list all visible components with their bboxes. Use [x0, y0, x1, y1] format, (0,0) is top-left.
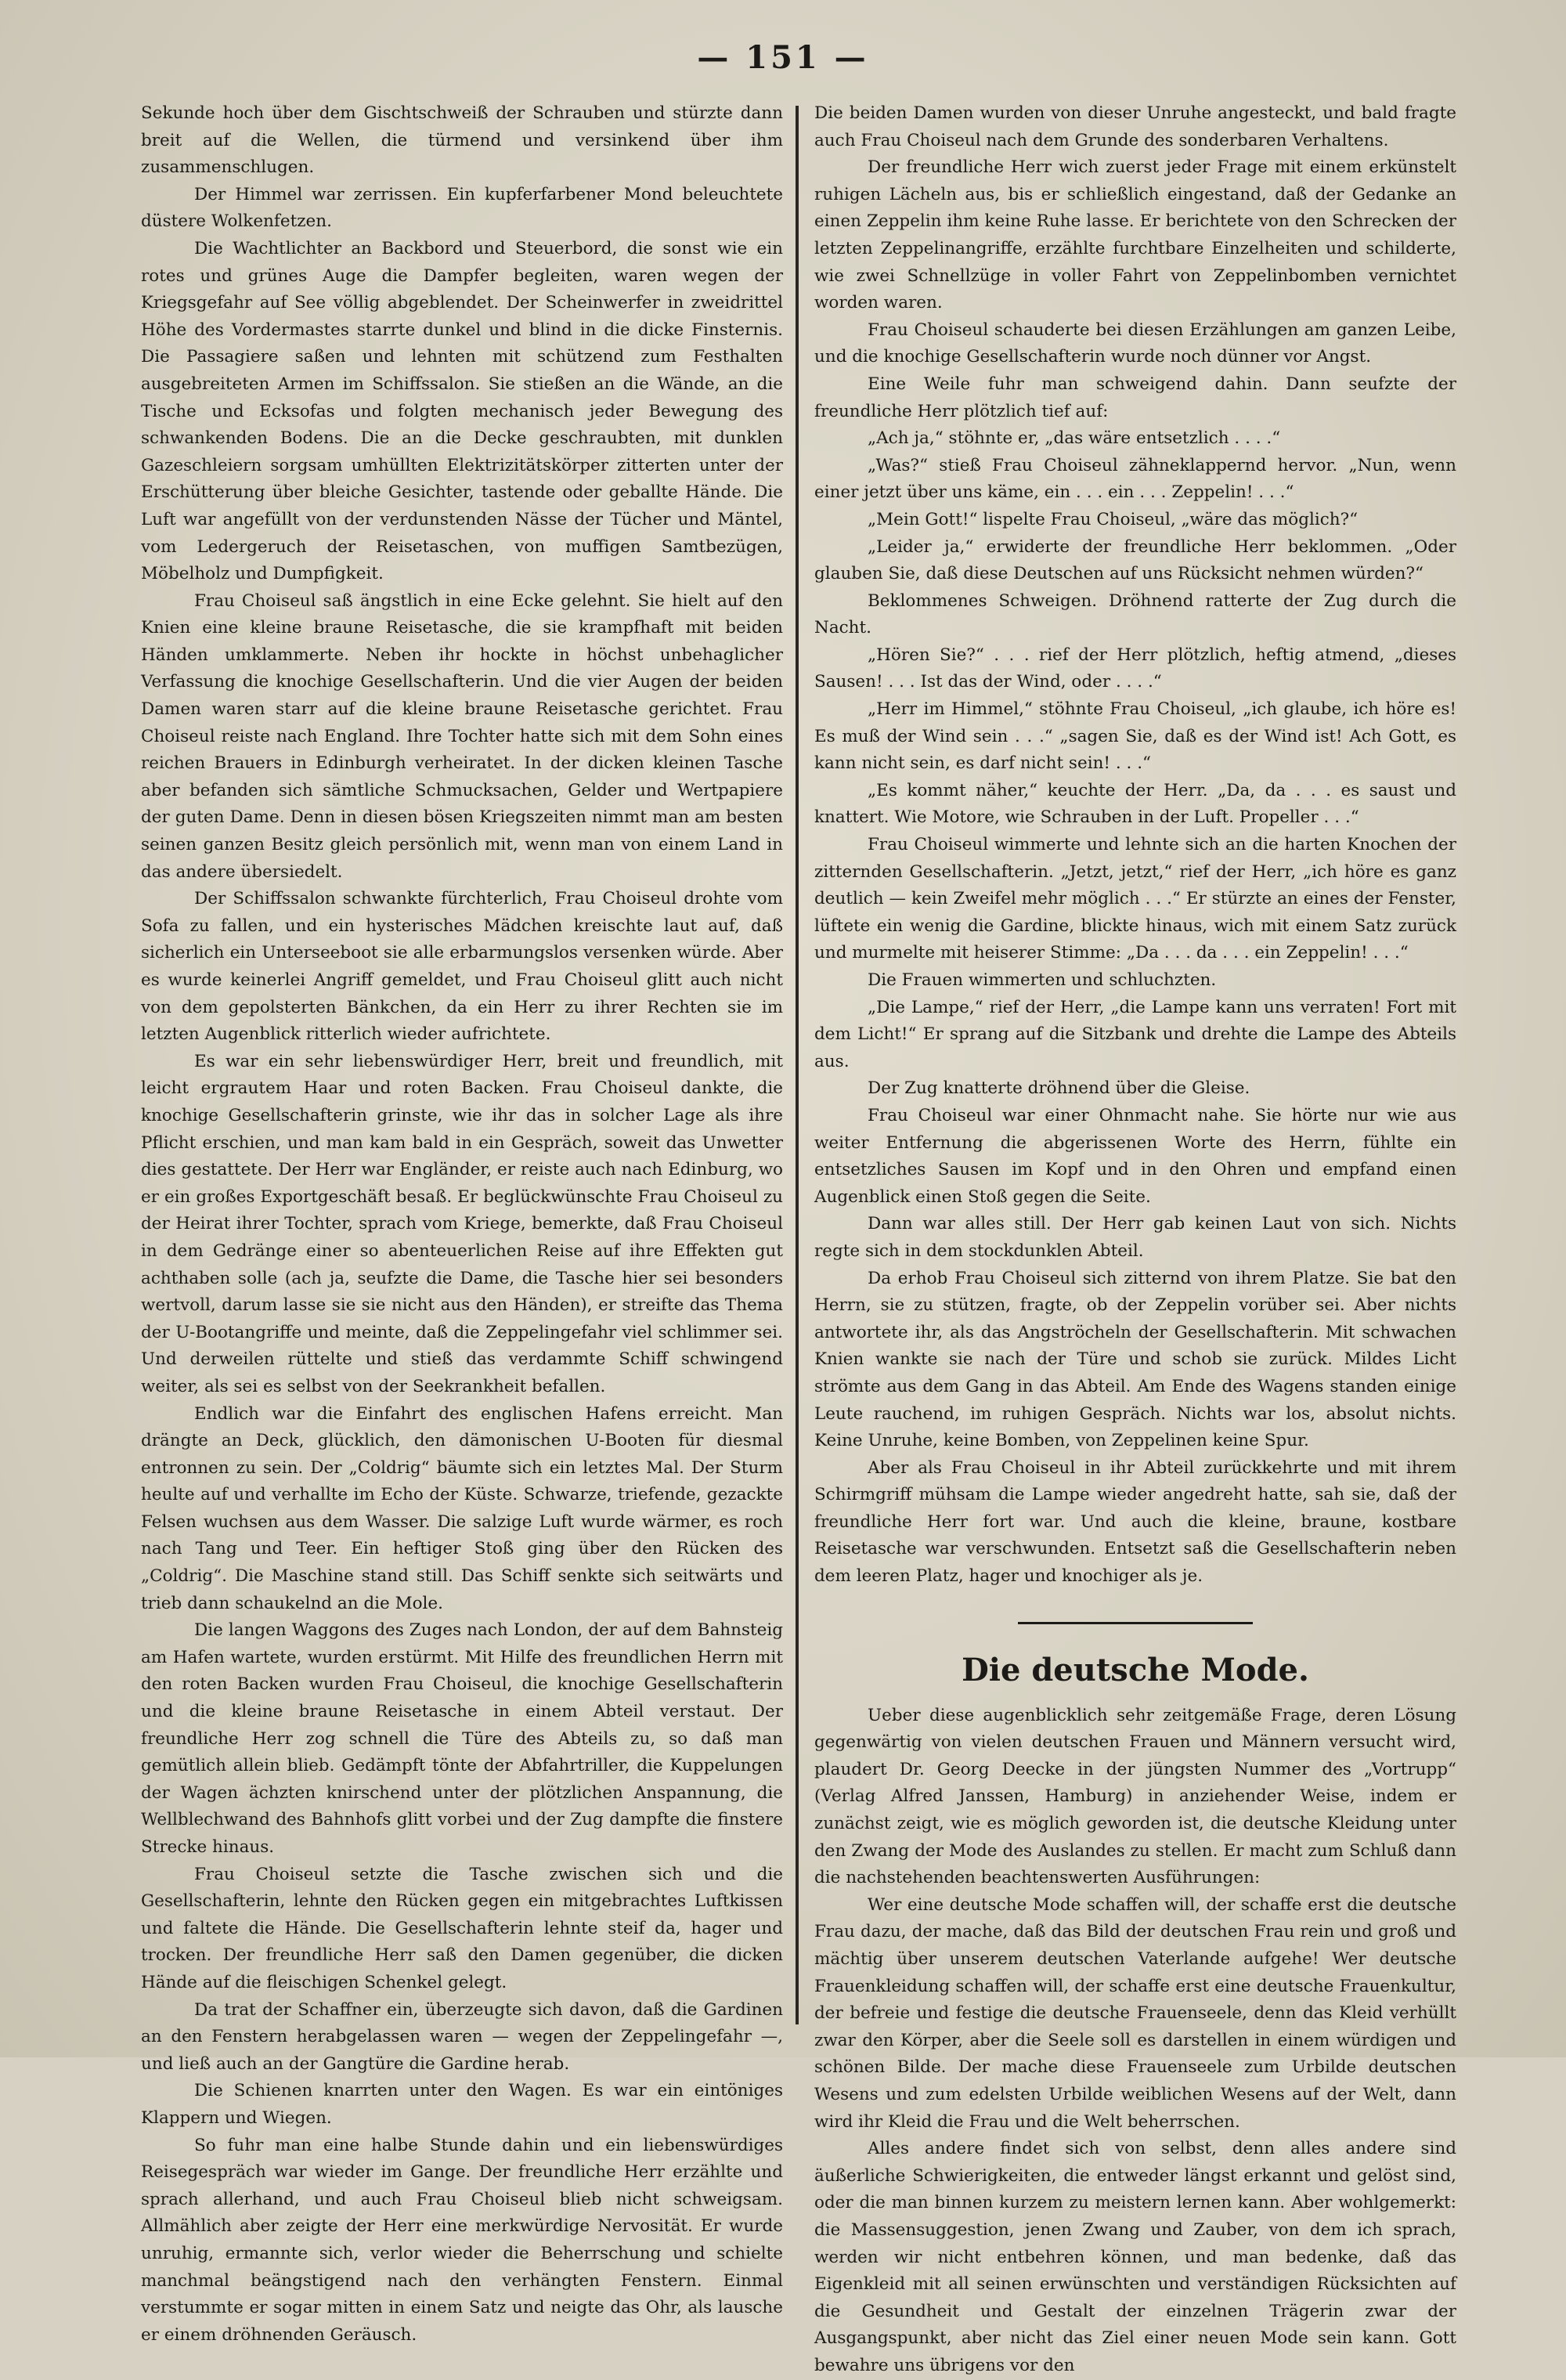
page-number: — 151 — — [697, 39, 869, 76]
paragraph: „Die Lampe,“ rief der Herr, „die Lampe kann uns verraten! Fort mit dem Licht!“ Er sprang auf die Sitzbank und drehte die Lampe des Abteils aus. — [814, 997, 1456, 1071]
paragraph: Endlich war die Einfahrt des englischen Hafens erreicht. Man drängte an Deck, glücklich, den dämonischen U-Booten für diesmal entronnen zu sein. Der „Coldrig“ bäumte sich ein letztes Mal. Der Sturm heulte auf und verhallte im Echo der Küste. Schwarze, triefende, gezackte Felsen wuchsen aus dem Wasser. Die salzige Luft wurde wärmer, es roch nach Tang und Teer. Ein heftiger Stoß ging über den Rücken des „Coldrig“. Die Maschine stand still. Das Schiff senkte sich seitwärts und trieb dann schaukelnd an die Mole. — [141, 1403, 783, 1613]
paragraph: Frau Choiseul schauderte bei diesen Erzählungen am ganzen Leibe, und die knochige Gesellschafterin wurde noch dünner vor Angst. — [814, 320, 1456, 367]
paragraph: Sekunde hoch über dem Gischtschweiß der Schrauben und stürzte dann breit auf die Wellen, die türmend und versinkend über ihm zusammenschlugen. — [141, 103, 783, 178]
paragraph: Der freundliche Herr wich zuerst jeder Frage mit einem erkünstelt ruhigen Lächeln aus, bis er schließlich eingestand, daß der Gedanke an einen Zeppelin ihm keine Ruhe lasse. Er berichtete von den Schrecken der letzten Zeppelinangriffe, erzählte furchtbare Einzelheiten und schilderte, wie zwei Schnellzüge in voller Fahrt von Zeppelinbomben vernichtet worden waren. — [814, 157, 1456, 313]
paragraph: Die Wachtlichter an Backbord und Steuerbord, die sonst wie ein rotes und grünes Auge die Dampfer begleiten, waren wegen der Kriegsgefahr auf See völlig abgeblendet. Der Scheinwerfer in zweidrittel Höhe des Vordermastes starrte dunkel und blind in die dicke Finsternis. Die Passagiere saßen und lehnten mit schützend zum Festhalten ausgebreiteten Armen im Schiffssalon. Sie stießen an die Wände, an die Tische und Ecksofas und folgten mechanisch jeder Bewegung des schwankenden Bodens. Die an die Decke geschraubten, mit dunklen Gazeschleiern sorgsam umhüllten Elektrizitätskörper zitterten unter der Erschütterung über bleiche Gesichter, tastende oder geballte Hände. Die Luft war angefüllt von der verdunstenden Nässe der Tücher und Mäntel, vom Ledergeruch der Reisetaschen, von muffigen Samtbezügen, Möbelholz und Dumpfigkeit. — [141, 238, 783, 584]
right-column — [814, 100, 1456, 2375]
paragraph: Der Himmel war zerrissen. Ein kupferfarbener Mond beleuchtete düstere Wolkenfetzen. — [141, 184, 783, 232]
paragraph: Wer eine deutsche Mode schaffen will, der schaffe erst die deutsche Frau dazu, der mache, daß das Bild der deutschen Frau rein und groß und mächtig über unserem deutschen Vaterlande aufgehe! Wer deutsche Frauenkleidung schaffen will, der schaffe erst eine deutsche Frauenkultur, der befreie und festige die deutsche Frauenseele, denn das Kleid verhüllt zwar den Körper, aber die Seele soll es darstellen in einem würdigen und schönen Bilde. Der mache diese Frauenseele zum Urbilde deutschen Wesens und zum edelsten Urbilde weiblichen Wesens auf der Welt, dann wird ihr Kleid die Frau und die Welt beherrschen. — [814, 1894, 1456, 2132]
paragraph: „Herr im Himmel,“ stöhnte Frau Choiseul, „ich glaube, ich höre es! Es muß der Wind sein . . .“ „sagen Sie, daß es der Wind ist! Ach Gott, es kann nicht sein, es darf nicht sein! . . .“ — [814, 699, 1456, 774]
paragraph: Die beiden Damen wurden von dieser Unruhe angesteckt, und bald fragte auch Frau Choiseul nach dem Grunde des sonderbaren Verhaltens. — [814, 103, 1456, 150]
paragraph: Die Frauen wimmerten und schluchzten. — [868, 970, 1217, 990]
paragraph: Frau Choiseul war einer Ohnmacht nahe. Sie hörte nur wie aus weiter Entfernung die abgerissenen Worte des Herrn, fühlte ein entsetzliches Sausen im Kopf und in den Ohren und empfand einen Augenblick einen Stoß gegen die Seite. — [814, 1105, 1456, 1207]
paragraph: Die Schienen knarrten unter den Wagen. Es war ein eintöniges Klappern und Wiegen. — [141, 2081, 783, 2128]
paragraph: Aber als Frau Choiseul in ihr Abteil zurückkehrte und mit ihrem Schirmgriff mühsam die Lampe wieder angedreht hatte, sah sie, daß der freundliche Herr fort war. Und auch die kleine, braune, kostbare Reisetasche war verschwunden. Entsetzt saß die Gesellschafterin neben dem leeren Platz, hager und knochiger als je. — [814, 1457, 1456, 1587]
paragraph: „Hören Sie?“ . . . rief der Herr plötzlich, heftig atmend, „dieses Sausen! . . . Ist das der Wind, oder . . . .“ — [814, 645, 1456, 692]
paragraph: Frau Choiseul setzte die Tasche zwischen sich und die Gesellschafterin, lehnte den Rücken gegen ein mitgebrachtes Luftkissen und faltete die Hände. Die Gesellschafterin lehnte steif da, hager und trocken. Der freundliche Herr saß den Damen gegenüber, die dicken Hände auf die fleischigen Schenkel gelegt. — [141, 1864, 783, 1992]
paragraph: Der Zug knatterte dröhnend über die Gleise. — [868, 1078, 1250, 1099]
section-divider — [1018, 1622, 1253, 1624]
paragraph: Frau Choiseul saß ängstlich in eine Ecke gelehnt. Sie hielt auf den Knien eine kleine braune Reisetasche, die sie krampfhaft mit beiden Händen umklammerte. Neben ihr hockte in höchst unbehaglicher Verfassung die knochige Gesellschafterin. Und die vier Augen der beiden Damen waren starr auf die kleine braune Reisetasche gerichtet. Frau Choiseul reiste nach England. Ihre Tochter hatte sich mit dem Sohn eines reichen Brauers in Edinburgh verheiratet. In der dicken kleinen Tasche aber befanden sich sämtliche Schmucksachen, Gelder und Wertpapiere der guten Dame. Denn in diesen bösen Kriegszeiten nimmt man am besten seinen ganzen Besitz gleich persönlich mit, wenn man von einem Land in das andere übersiedelt. — [141, 590, 783, 882]
paragraph: Ueber diese augenblicklich sehr zeitgemäße Frage, deren Lösung gegenwärtig von vielen deutschen Frauen und Männern versucht wird, plaudert Dr. Georg Deecke in der jüngsten Nummer des „Vortrupp“ (Verlag Alfred Janssen, Hamburg) in anziehender Weise, indem er zunächst zeigt, wie es möglich geworden ist, die deutsche Kleidung unter den Zwang der Mode des Auslandes zu stellen. Er macht zum Schluß dann die nachstehenden beachtenswerten Ausführungen: — [814, 1705, 1456, 1888]
paragraph: Eine Weile fuhr man schweigend dahin. Dann seufzte der freundliche Herr plötzlich tief auf: — [814, 374, 1456, 421]
left-column — [141, 100, 783, 2345]
section-title: Die deutsche Mode. — [962, 1651, 1309, 1688]
paragraph: Frau Choiseul wimmerte und lehnte sich an die harten Knochen der zitternden Gesellschafterin. „Jetzt, jetzt,“ rief der Herr, „ich höre es ganz deutlich — kein Zweifel mehr möglich . . .“ Er stürzte an eines der Fenster, lüftete ein wenig die Gardine, blickte hinaus, wich mit einem Satz zurück und murmelte mit heiserer Stimme: „Da . . . da . . . ein Zeppelin! . . .“ — [814, 835, 1456, 963]
paragraph: „Es kommt näher,“ keuchte der Herr. „Da, da . . . es saust und knattert. Wie Motore, wie Schrauben in der Luft. Propeller . . .“ — [814, 780, 1456, 828]
paragraph: „Ach ja,“ stöhnte er, „das wäre entsetzlich . . . .“ — [868, 428, 1281, 449]
paragraph: Da erhob Frau Choiseul sich zitternd von ihrem Platze. Sie bat den Herrn, sie zu stützen, fragte, ob der Zeppelin vorüber sei. Aber nichts antwortete ihr, als das Angströcheln der Gesellschafterin. Mit schwachen Knien wankte sie nach der Türe und schob sie zurück. Mildes Licht strömte aus dem Gang in das Abteil. Am Ende des Wagens standen einige Leute rauchend, im ruhigen Gespräch. Nichts war los, absolut nichts. Keine Unruhe, keine Bomben, von Zeppelinen keine Spur. — [814, 1268, 1456, 1451]
paragraph: „Was?“ stieß Frau Choiseul zähneklappernd hervor. „Nun, wenn einer jetzt über uns käme, ein . . . ein . . . Zeppelin! . . .“ — [814, 455, 1456, 503]
column-divider — [796, 106, 799, 2024]
paragraph: Der Schiffssalon schwankte fürchterlich, Frau Choiseul drohte vom Sofa zu fallen, und ein hysterisches Mädchen kreischte laut auf, daß sicherlich ein Unterseeboot sie alle erbarmungslos versenken würde. Aber es wurde keinerlei Angriff gemeldet, und Frau Choiseul glitt auch nicht von dem gepolsterten Bänkchen, da ein Herr zu ihrer Rechten sie im letzten Augenblick ritterlich wieder aufrichtete. — [141, 889, 783, 1045]
paragraph: „Leider ja,“ erwiderte der freundliche Herr beklommen. „Oder glauben Sie, daß diese Deutschen auf uns Rücksicht nehmen würden?“ — [814, 536, 1456, 584]
paragraph: Die langen Waggons des Zuges nach London, der auf dem Bahnsteig am Hafen wartete, wurden erstürmt. Mit Hilfe des freundlichen Herrn mit den roten Backen wurden Frau Choiseul, die knochige Gesellschafterin und die kleine braune Reisetasche in einem Abteil verstaut. Der freundliche Herr zog schnell die Türe des Abteils zu, so daß man gemütlich allein blieb. Gedämpft tönte der Abfahrtriller, die Kuppelungen der Wagen ächzten knirschend unter der plötzlichen Anspannung, die Wellblechwand des Bahnhofs glitt vorbei und der Zug dampfte die finstere Strecke hinaus. — [141, 1620, 783, 1857]
paragraph: Alles andere findet sich von selbst, denn alles andere sind äußerliche Schwierigkeiten, die entweder längst erkannt und gelöst sind, oder die man binnen kurzem zu meistern lernen kann. Aber wohlgemerkt: die Massensuggestion, jenen Zwang und Zauber, von dem ich sprach, werden wir nicht entbehren können, und man bedenke, daß das Eigenkleid mit all seinen erwünschten und verständigen Rücksichten auf die Gesundheit und Gestalt der einzelnen Trägerin zwar der Ausgangspunkt, aber nicht das Ziel einer neuen Mode sein kann. Gott bewahre uns übrigens vor den — [814, 2139, 1456, 2375]
paragraph: „Mein Gott!“ lispelte Frau Choiseul, „wäre das möglich?“ — [868, 509, 1359, 529]
paragraph: Dann war alles still. Der Herr gab keinen Laut von sich. Nichts regte sich in dem stockdunklen Abteil. — [814, 1214, 1456, 1261]
paragraph: So fuhr man eine halbe Stunde dahin und ein liebenswürdiges Reisegespräch war wieder im Gange. Der freundliche Herr erzählte und sprach allerhand, und auch Frau Choiseul blieb nicht schweigsam. Allmählich aber zeigte der Herr eine merkwürdige Nervosität. Er wurde unruhig, ermannte sich, verlor wieder die Beherrschung und schielte manchmal beängstigend nach den verhängten Fenstern. Einmal verstummte er sogar mitten in einem Satz und neigte das Ohr, als lausche er einem dröhnenden Geräusch. — [141, 2135, 783, 2345]
paragraph: Beklommenes Schweigen. Dröhnend ratterte der Zug durch die Nacht. — [814, 590, 1456, 638]
paragraph: Es war ein sehr liebenswürdiger Herr, breit und freundlich, mit leicht ergrautem Haar und roten Backen. Frau Choiseul dankte, die knochige Gesellschafterin grinste, wie ihr das in solcher Lage als ihre Pflicht erschien, und man kam bald in ein Gespräch, soweit das Unwetter dies gestattete. Der Herr war Engländer, er reiste auch nach Edinburg, wo er ein großes Exportgeschäft besaß. Er beglückwünschte Frau Choiseul zu der Heirat ihrer Tochter, sprach vom Kriege, bemerkte, daß Frau Choiseul in dem Gedränge einer so abenteuerlichen Reise auf ihre Effekten gut achthaben solle (ach ja, seufzte die Dame, die Tasche hier sei besonders wertvoll, darum lasse sie sie nicht aus den Händen), er streifte das Thema der U-Bootangriffe und meinte, daß die Zeppelingefahr viel schlimmer sei. Und derweilen rüttelte und stieß das verdammte Schiff schwingend weiter, als sei es selbst von der Seekrankheit befallen. — [141, 1051, 783, 1396]
paragraph: Da trat der Schaffner ein, überzeugte sich davon, daß die Gardinen an den Fenstern herabgelassen waren — wegen der Zeppelingefahr —, und ließ auch an der Gangtüre die Gardine herab. — [141, 1999, 783, 2074]
